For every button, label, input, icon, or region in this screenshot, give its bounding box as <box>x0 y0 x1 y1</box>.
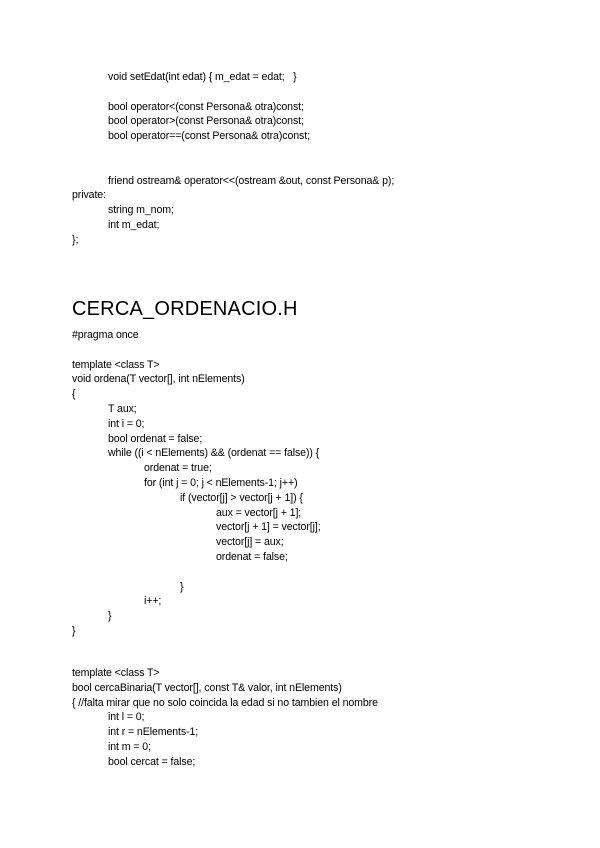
section-heading: CERCA_ORDENACIO.H <box>72 298 298 320</box>
ordena-function <box>72 328 560 639</box>
code-line: template <class T> <box>72 667 160 679</box>
pragma-line: #pragma once <box>72 329 139 341</box>
code-line: vector[j] = aux; <box>216 536 284 549</box>
class-definition-tail <box>72 70 560 248</box>
code-line: aux = vector[j + 1]; <box>216 506 302 519</box>
code-line: int r = nElements-1; <box>108 726 199 739</box>
code-line: bool operator==(const Persona& otra)const; <box>108 130 310 143</box>
code-line: int l = 0; <box>108 711 145 724</box>
code-line: ordenat = true; <box>144 462 212 475</box>
code-line: if (vector[j] > vector[j + 1]) { <box>180 491 303 504</box>
code-line: private: <box>72 189 106 202</box>
code-line: bool operator<(const Persona& otra)const; <box>108 100 304 113</box>
code-line: bool cercat = false; <box>108 755 196 768</box>
code-line: int m_edat; <box>108 218 160 231</box>
code-line: bool operator>(const Persona& otra)const; <box>108 115 304 128</box>
code-line: T aux; <box>108 402 137 415</box>
code-line: int i = 0; <box>108 417 145 430</box>
code-line: ordenat = false; <box>216 550 288 563</box>
code-line: string m_nom; <box>108 204 174 217</box>
code-line: vector[j + 1] = vector[j]; <box>216 521 321 534</box>
code-line: for (int j = 0; j < nElements-1; j++) <box>144 476 298 489</box>
section-heading-block <box>72 297 560 321</box>
code-line: } <box>180 580 184 593</box>
code-line: while ((i < nElements) && (ordenat == false)) { <box>108 447 320 460</box>
code-line: void setEdat(int edat) { m_edat = edat; } <box>108 71 297 83</box>
code-line: template <class T> <box>72 358 160 371</box>
code-line: { //falta mirar que no solo coincida la edad si no tambien el nombre <box>72 696 378 709</box>
code-line: bool ordenat = false; <box>108 432 203 445</box>
code-line: { <box>72 388 76 401</box>
code-line: void ordena(T vector[], int nElements) <box>72 373 245 386</box>
code-line: }; <box>72 233 79 246</box>
code-line: } <box>72 624 76 637</box>
code-line: i++; <box>144 595 162 608</box>
code-line: bool cercaBinaria(T vector[], const T& valor, int nElements) <box>72 681 342 694</box>
cerca-binaria-function <box>72 666 560 770</box>
code-line: int m = 0; <box>108 740 151 753</box>
code-line: friend ostream& operator<<(ostream &out, const Persona& p); <box>108 174 395 187</box>
code-line: } <box>108 610 112 623</box>
